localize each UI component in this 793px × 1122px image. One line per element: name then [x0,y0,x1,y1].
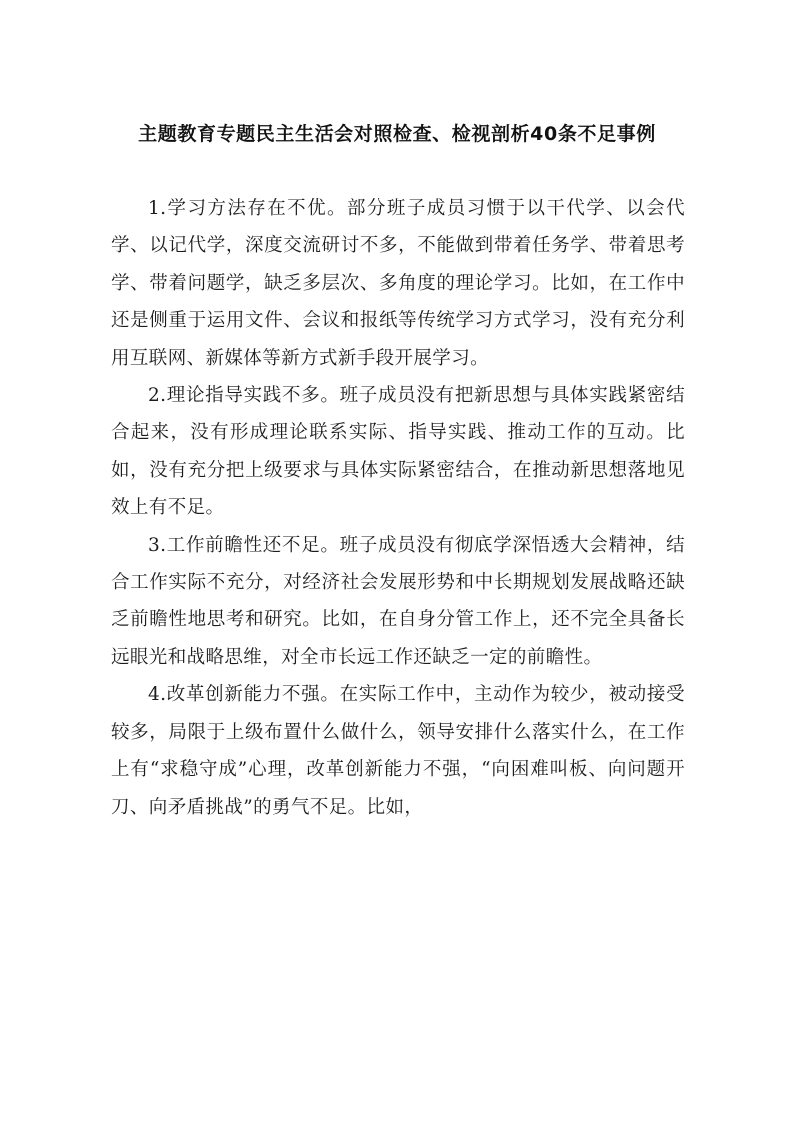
paragraph-1: 1.学习方法存在不优。部分班子成员习惯于以干代学、以会代学、以记代学，深度交流研讨不多，不能做到带着任务学、带着思考学、带着问题学，缺乏多层次、多角度的理论学习。比如，在工作中还是侧重于运用文件、会议和报纸等传统学习方式学习，没有充分利用互联网、新媒体等新方式新手段开展学习。 [111,198,685,369]
paragraph-3: 3.工作前瞻性还不足。班子成员没有彻底学深悟透大会精神，结合工作实际不充分，对经济社会发展形势和中长期规划发展战略还缺乏前瞻性地思考和研究。比如，在自身分管工作上，还不完全具备长远眼光和战略思维，对全市长远工作还缺乏一定的前瞻性。 [111,534,685,668]
document-body [111,190,685,826]
document-title: 主题教育专题民主生活会对照检查、检视剖析40条不足事例 [138,123,656,145]
paragraph-2: 2.理论指导实践不多。班子成员没有把新思想与具体实践紧密结合起来，没有形成理论联系实际、指导实践、推动工作的互动。比如，没有充分把上级要求与具体实际紧密结合，在推动新思想落地见效上有不足。 [111,385,685,519]
paragraph-4: 4.改革创新能力不强。在实际工作中，主动作为较少，被动接受较多，局限于上级布置什么做什么，领导安排什么落实什么，在工作上有“求稳守成”心理，改革创新能力不强，“向困难叫板、向问题开刀、向矛盾挑战”的勇气不足。比如， [111,684,685,818]
